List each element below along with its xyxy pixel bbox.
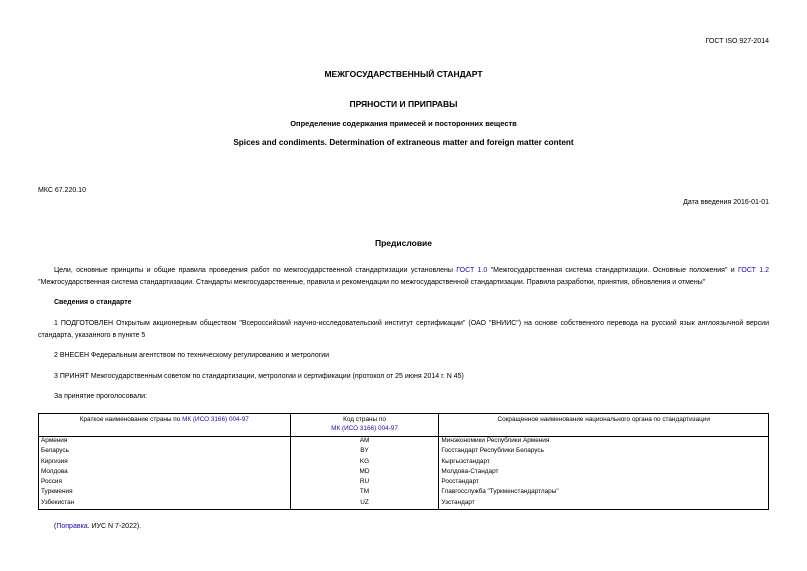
item-1: 1 ПОДГОТОВЛЕН Открытым акционерным обществом "Всероссийский научно-исследовательский институт сертификации" (ОАО "ВНИИС") на основе собственного перевода на русский язык англоязычной версии стандарта, указанного в пункте 5 [38, 320, 769, 339]
mks-code: МКС 67.220.10 [38, 187, 86, 194]
col-header-code [290, 414, 439, 437]
country-cell: Беларусь [39, 447, 291, 457]
col-header-country [39, 414, 291, 437]
table-row [39, 447, 769, 457]
body-cell: Узстандарт [439, 499, 769, 510]
gost-1-2-link[interactable]: ГОСТ 1.2 [738, 267, 769, 274]
table-row [39, 468, 769, 478]
body-cell: Главгосслужба "Туркменстандартлары" [439, 488, 769, 498]
standard-info-heading: Сведения о стандарте [54, 299, 132, 306]
code-cell: BY [290, 447, 439, 457]
country-cell: Узбекистан [39, 499, 291, 510]
item-3: 3 ПРИНЯТ Межгосударственным советом по стандартизации, метрологии и сертификации (протокол от 25 июня 2014 г. N 45) [54, 373, 464, 380]
voting-table [38, 413, 769, 510]
foreword-paragraph [38, 265, 769, 288]
intro-date: Дата введения 2016-01-01 [683, 199, 769, 206]
code-cell: TM [290, 488, 439, 498]
table-header-row [39, 414, 769, 437]
country-cell: Россия [39, 478, 291, 488]
col-header-body: Сокращенное наименование национального органа по стандартизации [439, 414, 769, 437]
body-cell: Минэкономики Республики Армения [439, 437, 769, 448]
country-cell: Армения [39, 437, 291, 448]
table-row [39, 478, 769, 488]
voted-label: За принятие проголосовали: [54, 393, 147, 400]
amendment-link[interactable]: Поправка [56, 523, 88, 530]
subtitle-ru: Определение содержания примесей и посторонних веществ [290, 119, 517, 128]
standard-title: ПРЯНОСТИ И ПРИПРАВЫ [349, 99, 458, 109]
body-cell: Молдова-Стандарт [439, 468, 769, 478]
gost-1-0-link[interactable]: ГОСТ 1.0 [456, 267, 488, 274]
amendment-open: ( [54, 523, 57, 530]
item-2: 2 ВНЕСЕН Федеральным агентством по техническому регулированию и метрологии [54, 352, 330, 359]
foreword-text-b: "Межгосударственная система стандартизации. Основные положения" и [487, 267, 738, 274]
code-cell: AM [290, 437, 439, 448]
foreword-heading: Предисловие [374, 238, 433, 248]
code-cell: RU [290, 478, 439, 488]
document-code: ГОСТ ISO 927-2014 [705, 38, 769, 45]
standard-kind: МЕЖГОСУДАРСТВЕННЫЙ СТАНДАРТ [324, 69, 483, 79]
body-cell: Росстандарт [439, 478, 769, 488]
mk-iso-link-2[interactable]: МК (ИСО 3166) 004-97 [331, 424, 398, 432]
code-cell: KG [290, 458, 439, 468]
col-header-code-text: Код страны по [343, 416, 386, 423]
code-cell: UZ [290, 499, 439, 510]
amendment-rest: . ИУС N 7-2022). [87, 523, 142, 530]
col-header-country-text: Краткое наименование страны по [79, 416, 183, 423]
amendment-note [54, 522, 141, 531]
mk-iso-link-1[interactable]: МК (ИСО 3166) 004-97 [182, 416, 249, 423]
country-cell: Туркмения [39, 488, 291, 498]
country-cell: Киргизия [39, 458, 291, 468]
body-cell: Госстандарт Республики Беларусь [439, 447, 769, 457]
table-row [39, 499, 769, 510]
table-row [39, 437, 769, 448]
body-cell: Кыргызстандарт [439, 458, 769, 468]
code-cell: MD [290, 468, 439, 478]
subtitle-en: Spices and condiments. Determination of extraneous matter and foreign matter content [233, 138, 574, 147]
table-row [39, 458, 769, 468]
table-row [39, 488, 769, 498]
foreword-text-a: Цели, основные принципы и общие правила проведения работ по межгосударственной стандартизации установлены [54, 267, 457, 274]
foreword-text-c: "Межгосударственная система стандартизации. Стандарты межгосударственные, правила и рекомендации по межгосударственной стандартизации. Правила разработки, принятия, обновления и отмены" [38, 278, 706, 286]
country-cell: Молдова [39, 468, 291, 478]
